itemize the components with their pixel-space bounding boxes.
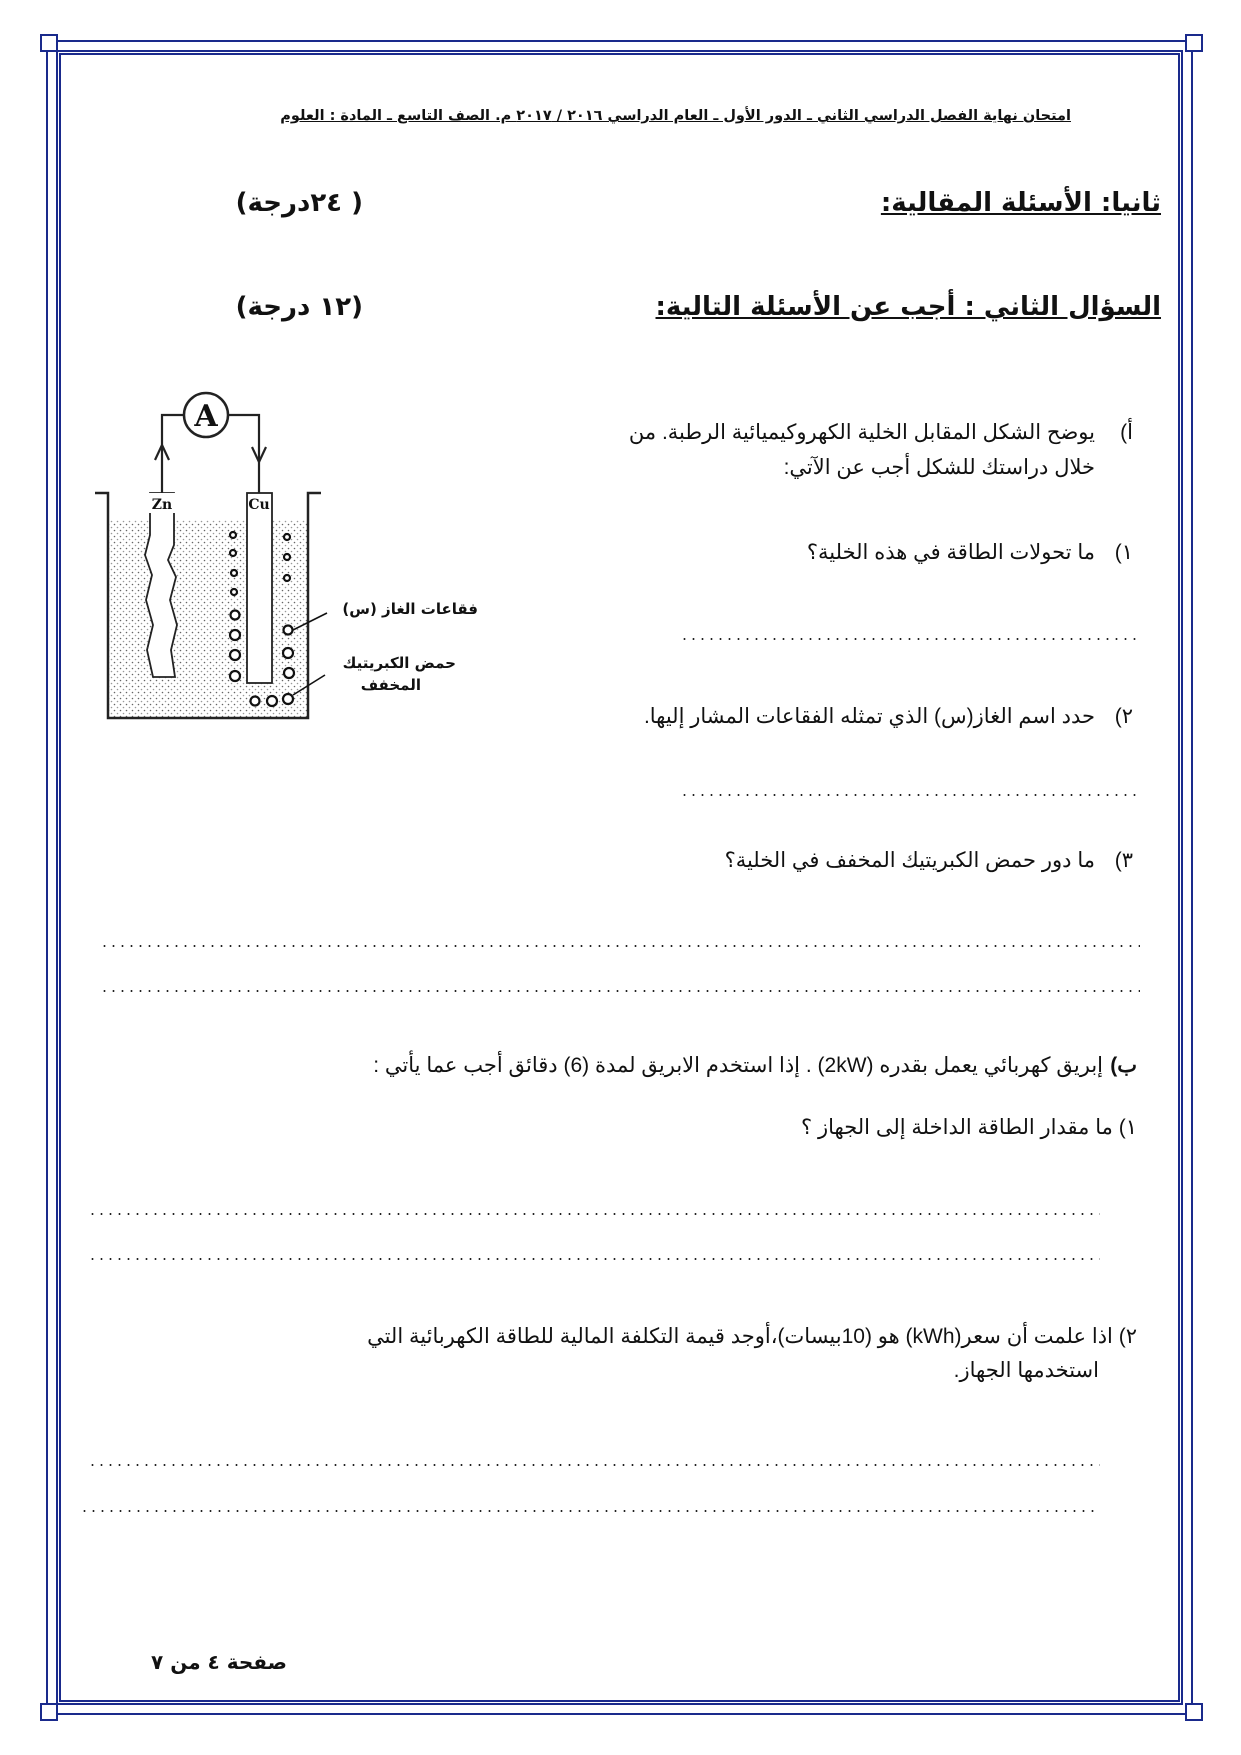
question-b2-line2: استخدمها الجهاز. — [953, 1359, 1099, 1382]
exam-header: امتحان نهاية الفصل الدراسي الثاني ـ الدور الأول ـ العام الدراسي ٢٠١٦ / ٢٠١٧ م. الصف التاسع ـ المادة : العلوم — [280, 108, 1071, 124]
question-a2: حدد اسم الغاز(س) الذي تمثله الفقاعات المشار إليها. — [643, 705, 1095, 728]
question-marks: (١٢ درجة) — [235, 292, 363, 322]
answer-line — [100, 945, 1140, 947]
part-b-label: ب) — [1110, 1054, 1137, 1077]
answer-line — [88, 1213, 1100, 1215]
electrochemical-cell-diagram — [95, 385, 365, 730]
acid-label-line2: المخفف — [360, 676, 421, 694]
section-marks: ( ٢٤درجة) — [235, 188, 363, 218]
acid-solution — [108, 520, 308, 718]
question-number: ٣) — [1114, 849, 1133, 872]
question-a1: ما تحولات الطاقة في هذه الخلية؟ — [806, 541, 1095, 564]
gas-bubbles-label: فقاعات الغاز (س) — [342, 600, 478, 618]
part-a-label: أ) — [1120, 421, 1133, 444]
part-b-intro: إبريق كهربائي يعمل بقدره (2kW) . إذا استخدم الابريق لمدة (6) دقائق أجب عما يأتي : — [373, 1054, 1103, 1077]
answer-line — [680, 794, 1140, 796]
question-number: ١) — [1114, 541, 1133, 564]
corner-ornament — [40, 1703, 58, 1721]
ammeter-symbol: A — [194, 399, 218, 434]
part-a-intro-line1: يوضح الشكل المقابل الخلية الكهروكيميائية الرطبة. من — [628, 421, 1095, 444]
copper-electrode — [247, 493, 272, 683]
answer-line — [100, 990, 1140, 992]
answer-line — [88, 1258, 1100, 1260]
corner-ornament — [40, 34, 58, 52]
question-title: السؤال الثاني : أجب عن الأسئلة التالية: — [655, 292, 1161, 322]
answer-line — [80, 1510, 1100, 1512]
copper-label: Cu — [248, 497, 270, 513]
corner-ornament — [1185, 34, 1203, 52]
answer-line — [680, 638, 1140, 640]
question-b2-line1: ٢) اذا علمت أن سعر(kWh) هو (10بيسات)،أوجد قيمة التكلفة المالية للطاقة الكهربائية التي — [367, 1325, 1137, 1348]
answer-line — [88, 1464, 1100, 1466]
part-a-intro-line2: خلال دراستك للشكل أجب عن الآتي: — [783, 456, 1095, 479]
acid-label-line1: حمض الكبريتيك — [342, 654, 456, 672]
question-b1: ١) ما مقدار الطاقة الداخلة إلى الجهاز ؟ — [801, 1116, 1137, 1139]
corner-ornament — [1185, 1703, 1203, 1721]
question-a3: ما دور حمض الكبريتيك المخفف في الخلية؟ — [724, 849, 1095, 872]
page-number: صفحة ٤ من ٧ — [151, 1650, 287, 1674]
question-number: ٢) — [1114, 705, 1133, 728]
section-title: ثانيا: الأسئلة المقالية: — [880, 188, 1161, 218]
zinc-label: Zn — [151, 497, 173, 513]
